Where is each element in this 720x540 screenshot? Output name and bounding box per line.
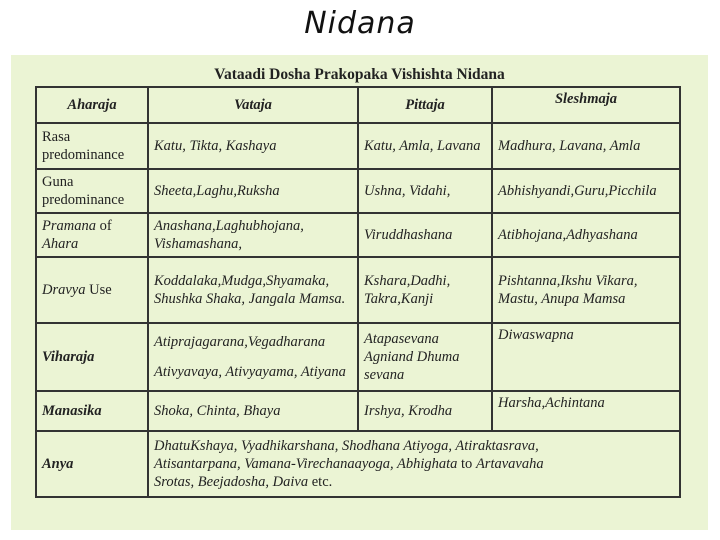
cell-rasa-pittaja: Katu, Amla, Lavana xyxy=(358,123,492,169)
cell-anya-line1: DhatuKshaya, Vyadhikarshana, Shodhana Atiyoga, Atiraktasrava, xyxy=(154,438,539,454)
row-label-rasa: Rasa predominance xyxy=(36,123,148,169)
row-label-pramana-a: Pramana xyxy=(42,218,96,234)
table-row xyxy=(36,323,680,391)
cell-anya xyxy=(148,431,680,497)
header-sleshmaja: Sleshmaja xyxy=(492,87,680,123)
table-row xyxy=(36,391,680,431)
header-vataja: Vataja xyxy=(148,87,358,123)
cell-anya-line3b: etc. xyxy=(308,474,333,490)
row-label-viharaja: Viharaja xyxy=(36,323,148,391)
cell-guna-pittaja: Ushna, Vidahi, xyxy=(358,169,492,213)
cell-anya-line2c: Artavavaha xyxy=(475,456,544,472)
row-label-pramana-c: Ahara xyxy=(42,236,79,252)
row-label-anya: Anya xyxy=(36,431,148,497)
cell-guna-vataja: Sheeta,Laghu,Ruksha xyxy=(148,169,358,213)
row-label-pramana-b: of xyxy=(95,218,112,234)
row-label-dravya xyxy=(36,257,148,323)
table-row xyxy=(36,123,680,169)
cell-guna-sleshmaja: Abhishyandi,Guru,Picchila xyxy=(492,169,680,213)
cell-pramana-vataja: Anashana,Laghubhojana, Vishamashana, xyxy=(148,213,358,257)
cell-manasika-pittaja: Irshya, Krodha xyxy=(358,391,492,431)
table-row xyxy=(36,431,680,497)
table-row xyxy=(36,213,680,257)
row-label-manasika: Manasika xyxy=(36,391,148,431)
table-row xyxy=(36,169,680,213)
row-label-dravya-a: Dravya xyxy=(42,282,86,298)
row-label-pramana xyxy=(36,213,148,257)
row-label-dravya-b: Use xyxy=(85,282,112,298)
cell-anya-line2b: to xyxy=(457,456,476,472)
cell-dravya-sleshmaja: Pishtanna,Ikshu Vikara, Mastu, Anupa Mamsa xyxy=(492,257,680,323)
cell-manasika-vataja: Shoka, Chinta, Bhaya xyxy=(148,391,358,431)
table-row xyxy=(36,257,680,323)
cell-pramana-pittaja: Viruddhashana xyxy=(358,213,492,257)
cell-viharaja-vataja-line2: Ativyavaya, Ativyayama, Atiyana xyxy=(154,364,346,380)
slide-title: Nidana xyxy=(304,6,416,41)
cell-dravya-vataja: Koddalaka,Mudga,Shyamaka, Shushka Shaka, Jangala Mamsa. xyxy=(148,257,358,323)
cell-anya-line3 xyxy=(154,473,674,491)
cell-manasika-sleshmaja: Harsha,Achintana xyxy=(492,391,680,431)
cell-dravya-pittaja: Kshara,Dadhi, Takra,Kanji xyxy=(358,257,492,323)
header-row xyxy=(36,87,680,123)
cell-anya-line2a: Atisantarpana, Vamana-Virechanaayoga, Abhighata xyxy=(154,456,458,472)
cell-viharaja-vataja xyxy=(148,323,358,391)
cell-viharaja-vataja-line1: Atiprajagarana,Vegadharana xyxy=(154,334,326,350)
cell-anya-line3a: Srotas, Beejadosha, Daiva xyxy=(154,474,309,490)
nidana-table xyxy=(35,86,681,498)
header-aharaja: Aharaja xyxy=(36,87,148,123)
cell-viharaja-sleshmaja: Diwaswapna xyxy=(492,323,680,391)
cell-rasa-sleshmaja: Madhura, Lavana, Amla xyxy=(492,123,680,169)
cell-anya-line2 xyxy=(154,455,674,473)
cell-rasa-vataja: Katu, Tikta, Kashaya xyxy=(148,123,358,169)
cell-viharaja-pittaja: Atapasevana Agniand Dhuma sevana xyxy=(358,323,492,391)
table-title: Vataadi Dosha Prakopaka Vishishta Nidana xyxy=(214,66,505,83)
cell-pramana-sleshmaja: Atibhojana,Adhyashana xyxy=(492,213,680,257)
header-pittaja: Pittaja xyxy=(358,87,492,123)
row-label-guna: Guna predominance xyxy=(36,169,148,213)
